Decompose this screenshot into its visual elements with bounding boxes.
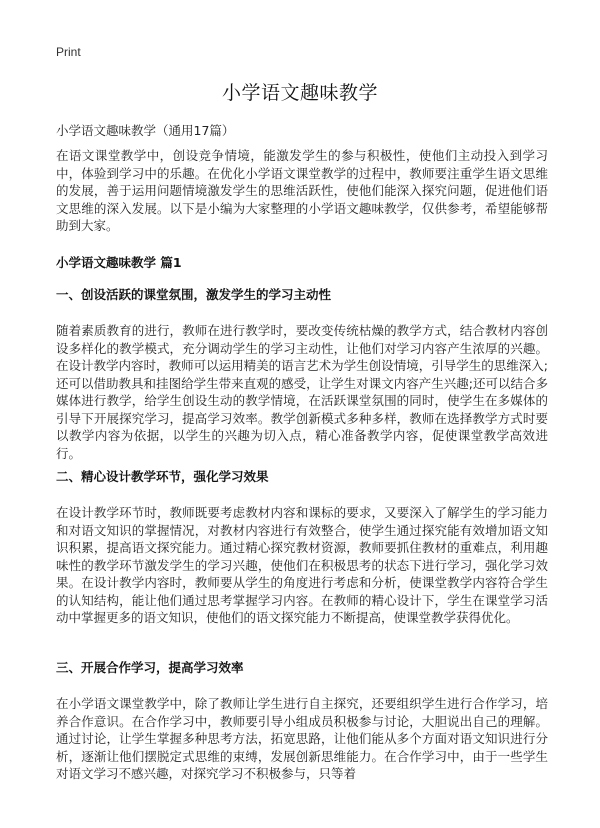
article-title: 小学语文趣味教学 篇1	[56, 255, 182, 270]
section-heading: 二、精心设计教学环节，强化学习效果	[56, 469, 269, 484]
section-paragraph: 在设计教学环节时，教师既要考虑教材内容和课标的要求，又要深入了解学生的学习能力和对语文知识的掌握情况，对教材内容进行有效整合，使学生通过探究能有效增加语文知识积累，提高语文探究能力。通过精心探究教材资源，教师要抓住教材的重难点，利用趣味性的教学环节激发学生的学习兴趣，使他们在积极思考的状态下进行学习，强化学习效果。在设计教学内容时，教师要从学生的角度进行考虑和分析，使课堂教学内容符合学生的认知结构，能让他们通过思考掌握学习内容。在教师的精心设计下，学生在课堂学习活动中掌握更多的语文知识，使他们的语文探究能力不断提高，使课堂教学获得优化。	[56, 505, 548, 625]
print-link[interactable]: Print	[56, 45, 81, 59]
section-1	[56, 285, 548, 462]
document-subtitle: 小学语文趣味教学（通用17篇）	[56, 123, 235, 138]
section-heading: 三、开展合作学习，提高学习效率	[56, 660, 244, 675]
page-title: 小学语文趣味教学	[221, 82, 378, 104]
section-paragraph: 随着素质教育的进行，教师在进行教学时，要改变传统枯燥的教学方式，结合教材内容创设多样化的教学模式，充分调动学生的学习主动性，让他们对学习内容产生浓厚的兴趣。在设计教学内容时，教师可以运用精美的语言艺术为学生创设情境，引导学生的思维深入;还可以借助教具和挂图给学生带来直观的感受，让学生对课文内容产生兴趣;还可以结合多媒体进行教学，给学生创设生动的教学情境，在活跃课堂氛围的同时，使学生在多媒体的引导下开展探究学习，提高学习效率。教学创新模式多种多样，教师在选择教学方式时要以教学内容为依据，以学生的兴趣为切入点，精心准备教学内容，促使课堂教学高效进行。	[56, 323, 548, 461]
section-3	[56, 658, 548, 783]
intro-paragraph: 在语文课堂教学中，创设竞争情境，能激发学生的参与积极性，使他们主动投入到学习中，体验到学习中的乐趣。在优化小学语文课堂教学的过程中，教师要注重学生语文思维的发展，善于运用问题情境激发学生的思维活跃性，使他们能深入探究问题，促进他们语文思维的深入发展。以下是小编为大家整理的小学语文趣味教学，仅供参考，希望能够帮助到大家。	[56, 148, 548, 233]
section-2	[56, 467, 548, 627]
section-paragraph: 在小学语文课堂教学中，除了教师让学生进行自主探究，还要组织学生进行合作学习，培养合作意识。在合作学习中，教师要引导小组成员积极参与讨论，大胆说出自己的理解。通过讨论，让学生掌握多种思考方法，拓宽思路，让他们能从多个方面对语文知识进行分析，逐渐让他们摆脱定式思维的束缚，发展创新思维能力。在合作学习中，由于一些学生对语文学习不感兴趣，对探究学习不积极参与，只等着	[56, 696, 548, 781]
section-heading: 一、创设活跃的课堂氛围，激发学生的学习主动性	[56, 287, 332, 302]
